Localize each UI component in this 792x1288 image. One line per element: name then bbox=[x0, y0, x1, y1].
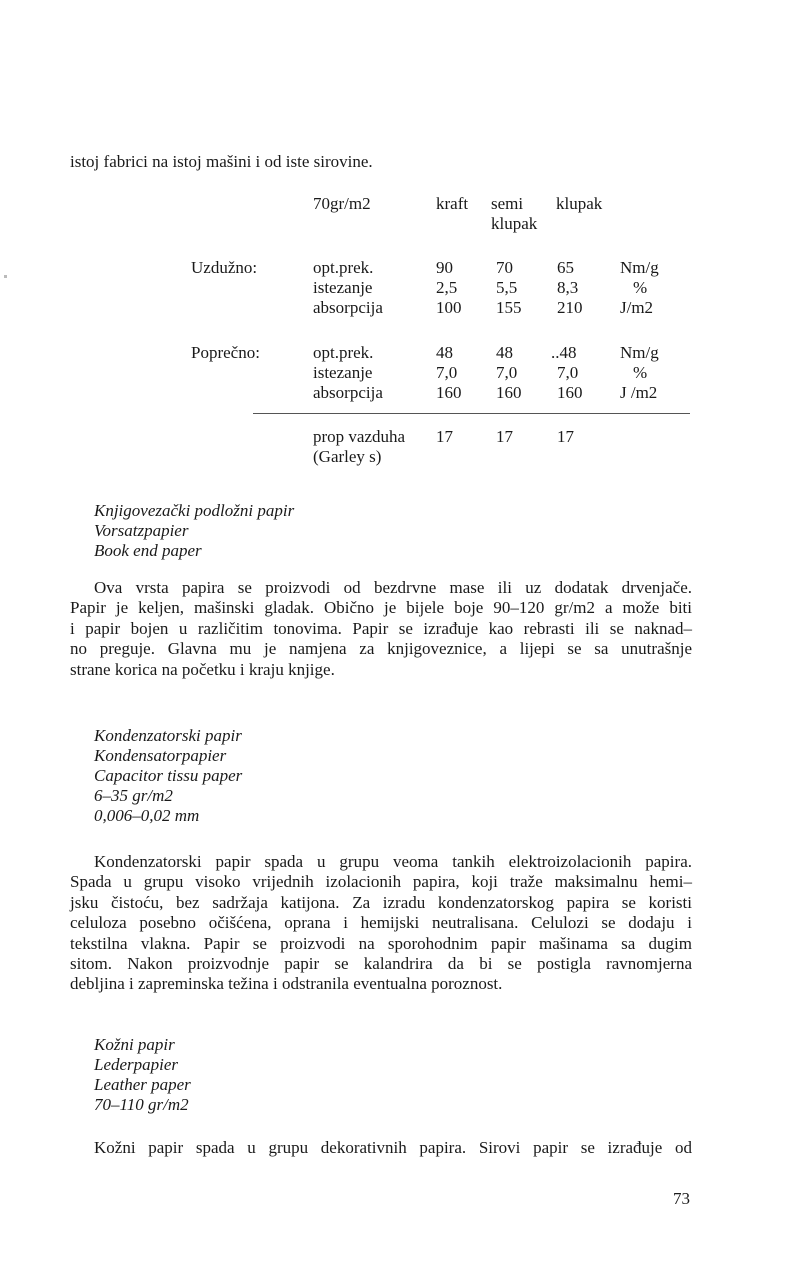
row-klupak: 160 bbox=[557, 383, 583, 402]
heading-line: 70–110 gr/m2 bbox=[94, 1095, 189, 1114]
intro-line: istoj fabrici na istoj mašini i od iste sirovine. bbox=[70, 152, 373, 171]
table-header-basis: 70gr/m2 bbox=[313, 194, 371, 213]
row-klupak: 65 bbox=[557, 258, 574, 277]
heading-line: Knjigovezački podložni papir bbox=[94, 501, 295, 520]
row-kraft: 90 bbox=[436, 258, 453, 277]
body-line: Ova vrsta papira se proizvodi od bezdrvne mase ili uz dodatak drvenjače. bbox=[94, 578, 692, 597]
row-kraft: 160 bbox=[436, 383, 462, 402]
row-semi-klupak: 5,5 bbox=[496, 278, 518, 297]
body-line: Spada u grupu visoko vrijednih izolacionih papira, koji traže maksimalnu hemi– bbox=[70, 872, 692, 892]
row-property: absorpcija bbox=[313, 383, 383, 402]
row-klupak: 210 bbox=[557, 298, 583, 317]
group-label-uzduzno: Uzdužno: bbox=[191, 258, 258, 277]
section-body-book-end-paper bbox=[70, 578, 692, 680]
row-klupak: 8,3 bbox=[557, 278, 579, 297]
row-semi-klupak: 70 bbox=[496, 258, 513, 277]
row-semi-klupak: 155 bbox=[496, 298, 522, 317]
footer-kraft: 17 bbox=[436, 427, 453, 446]
row-unit: % bbox=[633, 363, 648, 382]
body-line: Kožni papir spada u grupu dekorativnih papira. Sirovi papir se izrađuje od bbox=[94, 1138, 692, 1157]
heading-line: 6–35 gr/m2 bbox=[94, 786, 173, 805]
row-semi-klupak: 48 bbox=[496, 343, 513, 362]
body-line: sitom. Nakon proizvodnje papir se kalandrira da bi se postigla ravnomjerna bbox=[70, 954, 692, 974]
body-line: no preguje. Glavna mu je namjena za knjigoveznice, a lijepi se sa unutrašnje bbox=[70, 639, 692, 659]
table-header-klupak: klupak bbox=[556, 194, 603, 213]
row-kraft: 2,5 bbox=[436, 278, 458, 297]
row-unit: J/m2 bbox=[620, 298, 654, 317]
body-line: celuloza posebno očišćena, oprana i hemijski neutralisana. Celulozi se dodaju i bbox=[70, 913, 692, 933]
heading-line: Kondenzatorski papir bbox=[94, 726, 242, 745]
heading-line: 0,006–0,02 mm bbox=[94, 806, 200, 825]
heading-line: Kožni papir bbox=[94, 1035, 175, 1054]
row-semi-klupak: 7,0 bbox=[496, 363, 518, 382]
row-unit: J /m2 bbox=[620, 383, 658, 402]
footer-klupak: 17 bbox=[557, 427, 574, 446]
body-line: Kondenzatorski papir spada u grupu veoma tankih elektroizolacionih papira. bbox=[94, 852, 692, 871]
section-body-leather-paper bbox=[70, 1138, 692, 1158]
row-property: opt.prek. bbox=[313, 343, 374, 362]
heading-line: Kondensatorpapier bbox=[94, 746, 227, 765]
heading-line: Vorsatzpapier bbox=[94, 521, 189, 540]
heading-line: Book end paper bbox=[94, 541, 202, 560]
row-property: opt.prek. bbox=[313, 258, 374, 277]
body-line: jsku čistoću, bez sadržaja katijona. Za izradu kondenzatorskog papira se koristi bbox=[70, 892, 692, 912]
row-kraft: 100 bbox=[436, 298, 462, 317]
row-klupak: 7,0 bbox=[557, 363, 579, 382]
row-kraft: 7,0 bbox=[436, 363, 458, 382]
row-property: istezanje bbox=[313, 363, 373, 382]
body-line: strane korica na početku i kraju knjige. bbox=[70, 659, 335, 679]
table-header-kraft: kraft bbox=[436, 194, 469, 213]
section-heading-capacitor-paper bbox=[94, 726, 242, 826]
body-line: i papir bojen u različitim tonovima. Papir se izrađuje kao rebrasti ili se naknad– bbox=[70, 618, 692, 638]
footer-semi-klupak: 17 bbox=[496, 427, 513, 446]
group-label-poprecno: Poprečno: bbox=[191, 343, 260, 362]
row-property: absorpcija bbox=[313, 298, 383, 317]
row-semi-klupak: 160 bbox=[496, 383, 522, 402]
section-heading-book-end-paper bbox=[94, 501, 294, 561]
body-line: tekstilna vlakna. Papir se proizvodi na sporohodnim papir mašinama sa dugim bbox=[70, 933, 692, 953]
table-header-semi-klupak: klupak bbox=[491, 214, 538, 233]
section-heading-leather-paper bbox=[94, 1035, 191, 1115]
scan-speck bbox=[4, 275, 7, 278]
footer-property-note: (Garley s) bbox=[313, 447, 382, 466]
page-number: 73 bbox=[673, 1189, 690, 1208]
footer-property: prop vazduha bbox=[313, 427, 406, 446]
row-unit: Nm/g bbox=[620, 343, 659, 362]
row-unit: % bbox=[633, 278, 648, 297]
table-header-semi: semi bbox=[491, 194, 524, 213]
body-line: Papir je keljen, mašinski gladak. Obično je bijele boje 90–120 gr/m2 a može biti bbox=[70, 598, 692, 618]
table-divider bbox=[253, 413, 690, 414]
heading-line: Lederpapier bbox=[94, 1055, 179, 1074]
row-klupak: ..48 bbox=[551, 343, 577, 362]
body-line: debljina i zapreminska težina i odstranila eventualna poroznost. bbox=[70, 974, 503, 994]
section-body-capacitor-paper bbox=[70, 852, 692, 995]
row-unit: Nm/g bbox=[620, 258, 659, 277]
row-kraft: 48 bbox=[436, 343, 453, 362]
heading-line: Capacitor tissu paper bbox=[94, 766, 243, 785]
heading-line: Leather paper bbox=[94, 1075, 191, 1094]
row-property: istezanje bbox=[313, 278, 373, 297]
